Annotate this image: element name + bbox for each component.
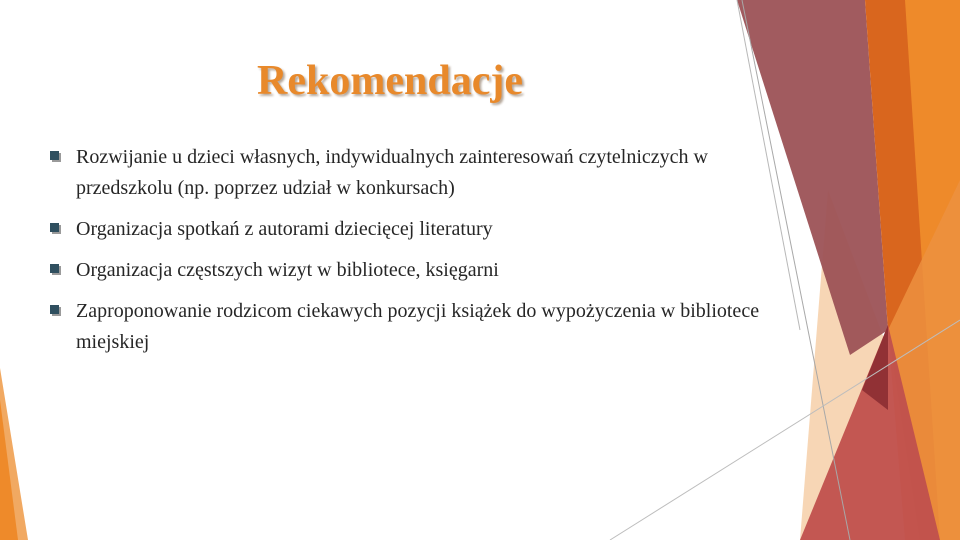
list-item bbox=[50, 214, 780, 245]
square-bullet-icon bbox=[50, 264, 61, 275]
square-bullet-icon bbox=[50, 305, 61, 316]
bullet-list bbox=[50, 142, 780, 368]
square-bullet-icon bbox=[50, 223, 61, 234]
list-item bbox=[50, 142, 780, 204]
list-item bbox=[50, 296, 780, 358]
list-item bbox=[50, 255, 780, 286]
bullet-text: Zaproponowanie rodzicom ciekawych pozycji książek do wypożyczenia w bibliotece miejskiej bbox=[76, 300, 760, 353]
square-bullet-icon bbox=[50, 151, 61, 162]
bullet-text: Organizacja częstszych wizyt w bibliotece, księgarni bbox=[76, 259, 499, 281]
bullet-text: Rozwijanie u dzieci własnych, indywidualnych zainteresowań czytelniczych w przedszkolu (np. poprzez udział w konkursach) bbox=[76, 146, 708, 199]
bullet-text: Organizacja spotkań z autorami dziecięcej literatury bbox=[76, 218, 493, 240]
slide-title: Rekomendacje bbox=[257, 58, 523, 104]
